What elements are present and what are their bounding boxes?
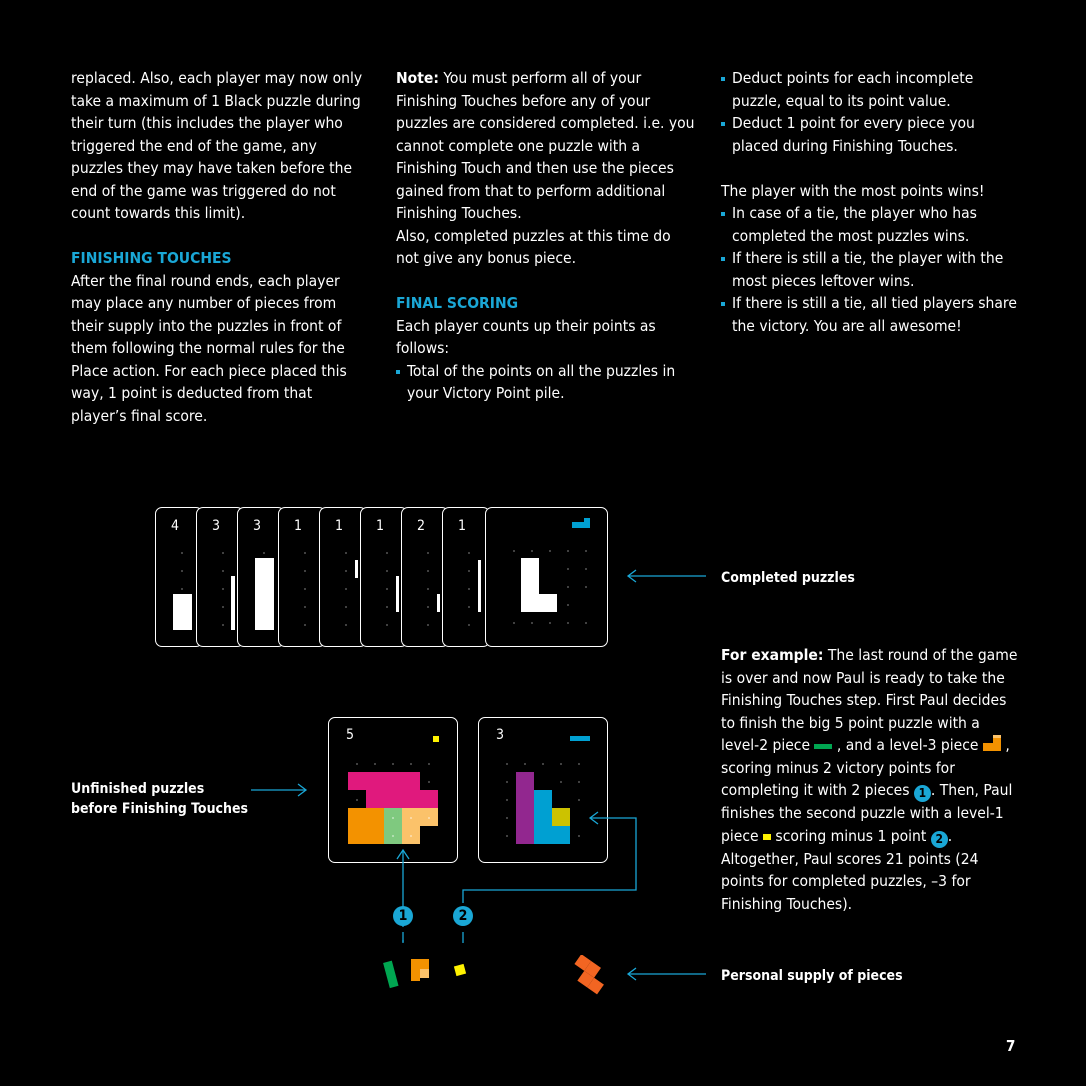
label-personal-supply: Personal supply of pieces xyxy=(721,968,903,984)
example-lead: For example: xyxy=(721,646,824,664)
puzzle-shape xyxy=(173,594,192,630)
puzzle-points: 3 xyxy=(212,518,221,534)
label-completed-puzzles: Completed puzzles xyxy=(721,570,855,586)
puzzle-shape xyxy=(255,558,274,630)
page-number: 7 xyxy=(1006,1037,1016,1055)
green-piece-icon xyxy=(814,744,832,749)
orange-piece-icon xyxy=(983,735,1001,751)
puzzle-points: 1 xyxy=(458,518,467,534)
puzzle-points: 3 xyxy=(253,518,262,534)
puzzle-points: 1 xyxy=(335,518,344,534)
marker-ticks xyxy=(400,930,470,944)
note-paragraph xyxy=(396,67,696,225)
bullet-item: If there is still a tie, all tied players share the victory. You are all awesome! xyxy=(721,292,1021,337)
step-marker: 2 xyxy=(453,906,473,926)
puzzle-shape xyxy=(355,560,358,578)
arrow-left-icon xyxy=(626,569,708,583)
rules-paragraph: Also, completed puzzles at this time do not give any bonus piece. xyxy=(396,226,671,267)
puzzle-points: 5 xyxy=(346,727,355,743)
bullet-item: Deduct 1 point for every piece you placed during Finishing Touches. xyxy=(721,112,1021,157)
yellow-piece-icon xyxy=(763,834,771,840)
puzzle-shape xyxy=(231,576,235,630)
puzzle-shape xyxy=(437,594,440,612)
heading-finishing-touches: FINISHING TOUCHES xyxy=(71,249,232,267)
step-marker: 2 xyxy=(931,831,948,848)
connector-lines xyxy=(390,810,650,950)
column-1 xyxy=(71,67,371,427)
rules-paragraph: Each player counts up their points as follows: xyxy=(396,316,656,357)
bullet-item: In case of a tie, the player who has completed the most puzzles wins. xyxy=(721,202,1021,247)
bullet-item: Total of the points on all the puzzles in your Victory Point pile. xyxy=(396,360,696,405)
note-text: You must perform all of your Finishing Touches before any of your puzzles are considered completed. i.e. you cannot complete one puzzle with a Finishing Touch and then use the pieces gained from that to perform additional Finishing Touches. xyxy=(396,69,695,222)
step-marker: 1 xyxy=(914,785,931,802)
completed-puzzle-card xyxy=(442,507,490,647)
rules-paragraph: replaced. Also, each player may now only take a maximum of 1 Black puzzle during their turn (this includes the player who triggered the end of the game, any puzzles they may have taken before the end of the game was triggered do not count towards this limit). xyxy=(71,69,363,222)
piece-icon xyxy=(572,518,590,528)
supply-pieces xyxy=(380,955,610,995)
puzzle-shape xyxy=(521,594,557,612)
column-3 xyxy=(721,67,1021,337)
arrow-left-icon xyxy=(626,967,708,981)
puzzle-shape xyxy=(396,576,399,612)
bullet-item: If there is still a tie, the player with the most pieces leftover wins. xyxy=(721,247,1021,292)
label-unfinished-puzzles: Unfinished puzzles before Finishing Touches xyxy=(71,781,249,817)
completed-puzzle-card xyxy=(485,507,608,647)
puzzle-points: 3 xyxy=(496,727,505,743)
puzzle-shape xyxy=(478,560,481,612)
arrow-right-icon xyxy=(250,783,308,797)
puzzle-points: 1 xyxy=(294,518,303,534)
heading-final-scoring: FINAL SCORING xyxy=(396,294,519,312)
note-label: Note: xyxy=(396,69,439,87)
puzzle-points: 4 xyxy=(171,518,180,534)
puzzle-points: 1 xyxy=(376,518,385,534)
example-paragraph: For example: The last round of the game is over and now Paul is ready to take the Finishing Touches step. First Paul decides to finish the big 5 point puzzle with a level-2 piece , and a level-3 piece , scoring minus 2 victory points for completing it with 2 pieces 1 . Then, Paul finishes the second puzzle with a level-1 piece scoring minus 1 point 2 . Altogether, Paul scores 21 points (24 points for completed puzzles, –3 for Finishing Touches). xyxy=(721,646,1018,913)
step-marker: 1 xyxy=(393,906,413,926)
column-2 xyxy=(396,67,696,405)
rules-paragraph: The player with the most points wins! xyxy=(721,181,985,200)
bullet-item: Deduct points for each incomplete puzzle, equal to its point value. xyxy=(721,67,1021,112)
puzzle-points: 2 xyxy=(417,518,426,534)
rules-paragraph: After the final round ends, each player may place any number of pieces from their supply into the puzzles in front of them following the normal rules for the Place action. For each piece placed this way, 1 point is deducted from that player’s final score. xyxy=(71,271,347,425)
